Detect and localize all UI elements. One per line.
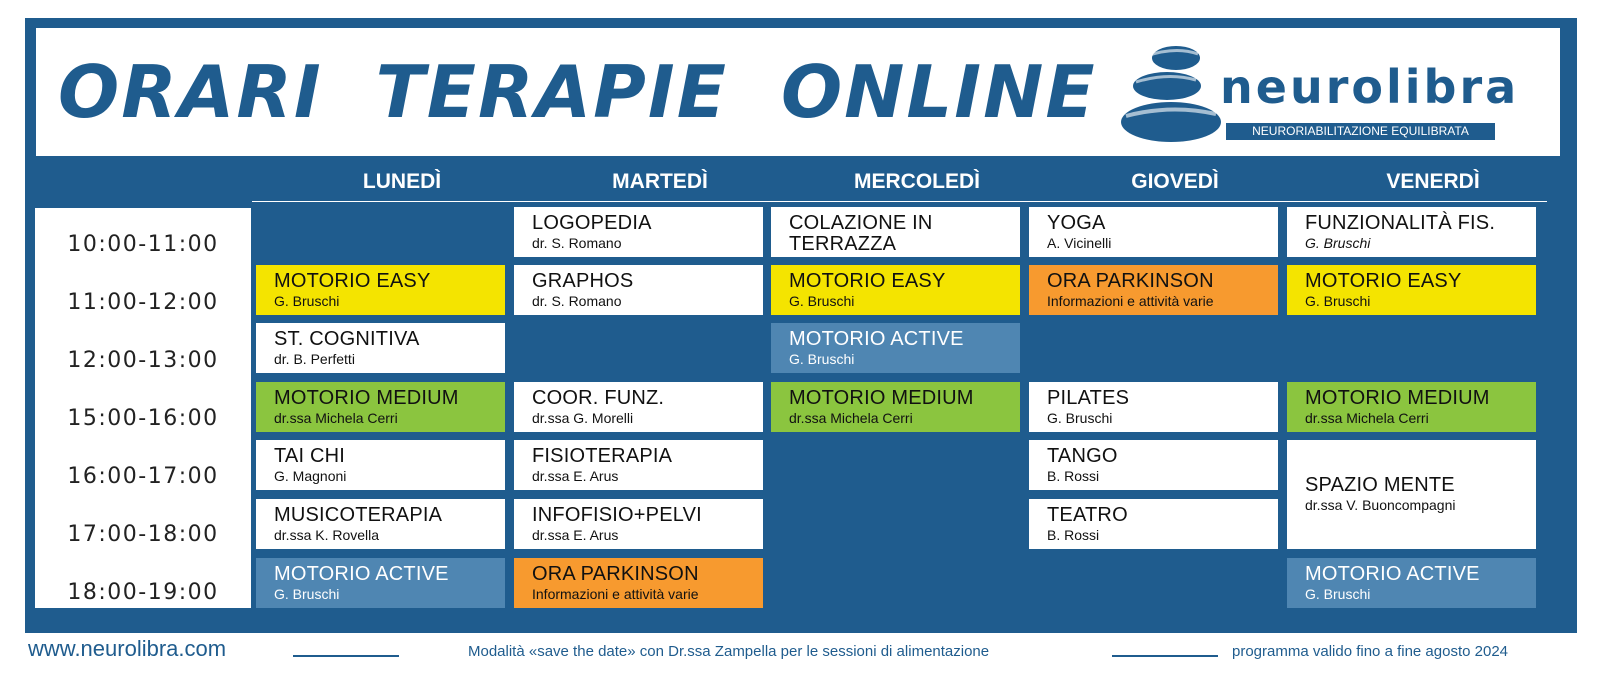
session-tue-coor-funz[interactable] (514, 382, 763, 432)
session-instructor: G. Bruschi (789, 351, 855, 367)
session-name: LOGOPEDIA (532, 212, 652, 234)
session-instructor: Informazioni e attività varie (532, 586, 699, 602)
session-instructor: dr.ssa E. Arus (532, 527, 619, 543)
logo-tagline: NEURORIABILITAZIONE EQUILIBRATA (1226, 123, 1495, 140)
page-title: ORARI TERAPIE ONLINE (58, 50, 1097, 134)
day-wednesday: MERCOLEDÌ (854, 170, 980, 193)
session-thu-teatro[interactable] (1029, 499, 1278, 549)
footer-note: Modalità «save the date» con Dr.ssa Zampella per le sessioni di alimentazione (468, 643, 990, 660)
session-instructor: dr.ssa K. Rovella (274, 527, 380, 543)
session-name: TEATRO (1047, 504, 1128, 526)
session-instructor: B. Rossi (1047, 527, 1100, 543)
time-column (35, 208, 251, 608)
session-name: MOTORIO MEDIUM (1305, 387, 1490, 409)
session-fri-motorio-easy[interactable] (1287, 265, 1536, 315)
day-header-divider (252, 201, 1547, 202)
session-instructor: G. Bruschi (1305, 586, 1371, 602)
session-name: ORA PARKINSON (1047, 270, 1214, 292)
website-link[interactable]: www.neurolibra.com (28, 636, 227, 661)
session-wed-motorio-medium[interactable] (771, 382, 1020, 432)
session-mon-musicoterapia[interactable] (256, 499, 505, 549)
time-slot: 16:00-17:00 (67, 464, 219, 489)
session-name-line2: TERRAZZA (789, 233, 897, 255)
logo-wordmark: neurolibra (1220, 60, 1520, 114)
footer-divider (293, 655, 399, 657)
time-slot: 18:00-19:00 (67, 580, 219, 605)
session-thu-ora-parkinson[interactable] (1029, 265, 1278, 315)
header-panel (36, 28, 1560, 156)
session-fri-motorio-medium[interactable] (1287, 382, 1536, 432)
session-fri-funzionalita-fis[interactable] (1287, 207, 1536, 257)
session-mon-motorio-easy[interactable] (256, 265, 505, 315)
session-wed-colazione-in-terrazza[interactable] (771, 207, 1020, 257)
session-name: ST. COGNITIVA (274, 328, 420, 350)
time-slot: 12:00-13:00 (67, 348, 219, 373)
session-name: COOR. FUNZ. (532, 387, 665, 409)
session-thu-pilates[interactable] (1029, 382, 1278, 432)
time-slot: 15:00-16:00 (67, 406, 219, 431)
session-instructor: G. Bruschi (1047, 410, 1113, 426)
session-name: YOGA (1047, 212, 1106, 234)
day-monday: LUNEDÌ (362, 170, 442, 193)
session-instructor: dr.ssa E. Arus (532, 468, 619, 484)
time-slot: 17:00-18:00 (67, 522, 219, 547)
session-name: MOTORIO ACTIVE (789, 328, 964, 350)
session-name: MOTORIO ACTIVE (274, 563, 449, 585)
session-tue-graphos[interactable] (514, 265, 763, 315)
session-thu-tango[interactable] (1029, 440, 1278, 490)
session-name: MUSICOTERAPIA (274, 504, 443, 526)
schedule-board (25, 18, 1577, 633)
session-fri-spazio-mente[interactable] (1287, 440, 1536, 549)
session-name: MOTORIO MEDIUM (274, 387, 459, 409)
session-instructor: dr.ssa Michela Cerri (274, 410, 398, 426)
session-instructor: dr. B. Perfetti (274, 351, 355, 367)
session-instructor: B. Rossi (1047, 468, 1100, 484)
session-instructor: dr. S. Romano (532, 235, 622, 251)
session-mon-motorio-medium[interactable] (256, 382, 505, 432)
session-instructor: dr.ssa V. Buoncompagni (1305, 497, 1456, 513)
session-name: PILATES (1047, 387, 1130, 409)
session-instructor: G. Bruschi (789, 293, 855, 309)
neurolibra-logo (1116, 42, 1536, 152)
session-name: MOTORIO MEDIUM (789, 387, 974, 409)
session-instructor: A. Vicinelli (1047, 235, 1112, 251)
time-slot: 10:00-11:00 (67, 232, 219, 257)
session-instructor: dr.ssa G. Morelli (532, 410, 634, 426)
session-instructor: G. Bruschi (1305, 293, 1371, 309)
session-instructor: G. Bruschi (1305, 235, 1371, 251)
session-name: ORA PARKINSON (532, 563, 699, 585)
session-name: FUNZIONALITÀ FIS. (1305, 212, 1496, 234)
time-slot: 11:00-12:00 (67, 290, 219, 315)
session-name: MOTORIO EASY (1305, 270, 1462, 292)
session-mon-motorio-active[interactable] (256, 558, 505, 608)
session-instructor: dr.ssa Michela Cerri (789, 410, 913, 426)
session-thu-yoga[interactable] (1029, 207, 1278, 257)
session-instructor: dr.ssa Michela Cerri (1305, 410, 1429, 426)
session-wed-motorio-active[interactable] (771, 323, 1020, 373)
day-tuesday: MARTEDÌ (612, 170, 708, 193)
session-tue-ora-parkinson[interactable] (514, 558, 763, 608)
session-name: FISIOTERAPIA (532, 445, 673, 467)
session-name: GRAPHOS (532, 270, 634, 292)
session-name: TANGO (1047, 445, 1118, 467)
session-name: TAI CHI (274, 445, 346, 467)
session-instructor: dr. S. Romano (532, 293, 622, 309)
session-name: COLAZIONE IN (789, 212, 933, 234)
stacked-stones-icon (1116, 42, 1226, 146)
session-name: MOTORIO EASY (274, 270, 431, 292)
session-name: SPAZIO MENTE (1305, 474, 1455, 496)
session-wed-motorio-easy[interactable] (771, 265, 1020, 315)
day-friday: VENERDÌ (1386, 170, 1480, 193)
session-tue-logopedia[interactable] (514, 207, 763, 257)
session-mon-st-cognitiva[interactable] (256, 323, 505, 373)
day-thursday: GIOVEDÌ (1131, 170, 1219, 193)
session-fri-motorio-active[interactable] (1287, 558, 1536, 608)
session-name: MOTORIO EASY (789, 270, 946, 292)
session-mon-tai-chi[interactable] (256, 440, 505, 490)
session-tue-fisioterapia[interactable] (514, 440, 763, 490)
session-name: MOTORIO ACTIVE (1305, 563, 1480, 585)
session-instructor: G. Bruschi (274, 293, 340, 309)
session-instructor: G. Magnoni (274, 468, 347, 484)
session-instructor: G. Bruschi (274, 586, 340, 602)
session-name: INFOFISIO+PELVI (532, 504, 702, 526)
footer-validity: programma valido fino a fine agosto 2024 (1232, 643, 1509, 660)
session-tue-infofisio-pelvi[interactable] (514, 499, 763, 549)
footer-divider (1112, 655, 1218, 657)
session-instructor: Informazioni e attività varie (1047, 293, 1214, 309)
